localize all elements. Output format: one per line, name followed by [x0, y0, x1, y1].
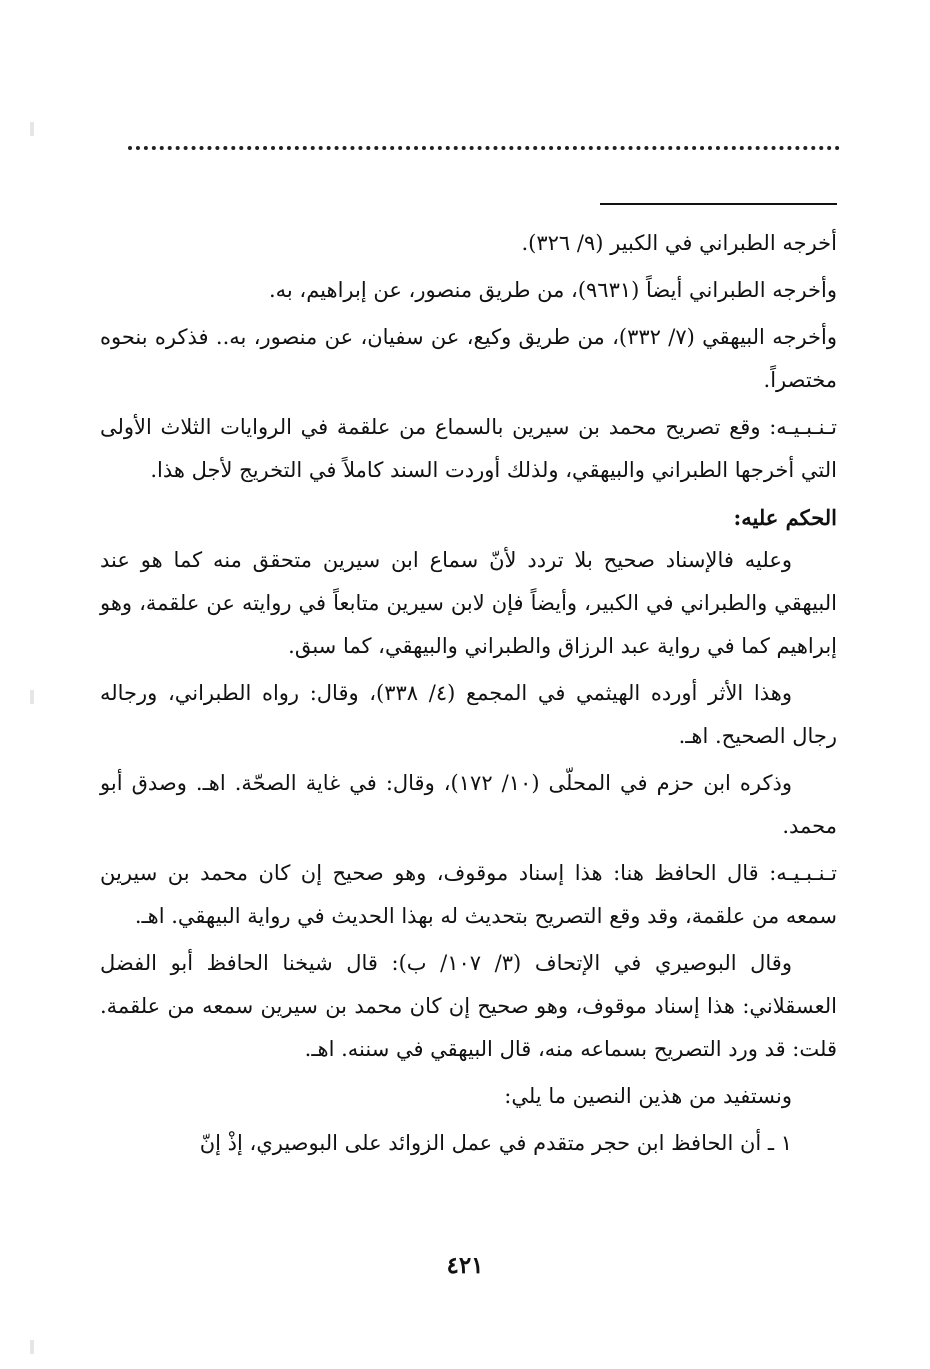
page-body [100, 222, 837, 1169]
paragraph-takhrij-1: أخرجه الطبراني في الكبير (٩/ ٣٢٦). [521, 231, 837, 255]
note-text: قال الحافظ هنا: هذا إسناد موقوف، وهو صحيح إن كان محمد بن سيرين سمعه من علقمة، وقد وقع التصريح بتحديث له بهذا الحديث في رواية البيهقي. اهـ. [100, 861, 837, 928]
separator-dots [128, 146, 840, 150]
paragraph-busiri: وقال البوصيري في الإتحاف (٣/ ١٠٧/ ب): قال شيخنا الحافظ أبو الفضل العسقلاني: هذا إسناد موقوف، وهو صحيح إن كان محمد بن سيرين سمعه من علقمة. قلت: قد ورد التصريح بسماعه منه، قال البيهقي في سننه. اهـ. [100, 951, 837, 1061]
note-label: تـنـبـيـه: [769, 861, 837, 885]
paragraph-note-2 [100, 852, 837, 938]
paragraph-haythami: وهذا الأثر أورده الهيثمي في المجمع (٤/ ٣٣٨)، وقال: رواه الطبراني، ورجاله رجال الصحيح. اهـ. [100, 681, 837, 748]
margin-mark [30, 1340, 34, 1354]
footnote-rule [600, 203, 837, 205]
note-label: تـنـبـيـه: [769, 415, 837, 439]
paragraph-note-1 [100, 406, 837, 492]
margin-mark [30, 690, 34, 704]
paragraph-ibn-hazm: وذكره ابن حزم في المحلّى (١٠/ ١٧٢)، وقال: في غاية الصحّة. اهـ. وصدق أبو محمد. [100, 771, 837, 838]
margin-mark [30, 122, 34, 136]
paragraph-list-item-1: ١ ـ أن الحافظ ابن حجر متقدم في عمل الزوائد على البوصيري، إذْ إنّ [199, 1131, 792, 1155]
paragraph-takhrij-3: وأخرجه البيهقي (٧/ ٣٣٢)، من طريق وكيع، عن سفيان، عن منصور، به.. فذكره بنحوه مختصراً. [100, 325, 837, 392]
page-number: ٤٢١ [446, 1252, 484, 1279]
paragraph-takhrij-2: وأخرجه الطبراني أيضاً (٩٦٣١)، من طريق منصور، عن إبراهيم، به. [268, 278, 837, 302]
note-text: وقع تصريح محمد بن سيرين بالسماع من علقمة في الروايات الثلاث الأولى التي أخرجها الطبراني والبيهقي، ولذلك أوردت السند كاملاً في التخريج لأجل هذا. [100, 415, 837, 482]
section-heading: الحكم عليه: [733, 505, 837, 530]
paragraph-ruling: وعليه فالإسناد صحيح بلا تردد لأنّ سماع ابن سيرين متحقق منه كما هو عند البيهقي والطبراني في الكبير، وأيضاً فإن لابن سيرين متابعاً في روايته عن علقمة، وهو إبراهيم كما في رواية عبد الرزاق والطبراني والبيهقي، كما سبق. [100, 548, 838, 658]
paragraph-intro-list: ونستفيد من هذين النصين ما يلي: [504, 1084, 792, 1108]
